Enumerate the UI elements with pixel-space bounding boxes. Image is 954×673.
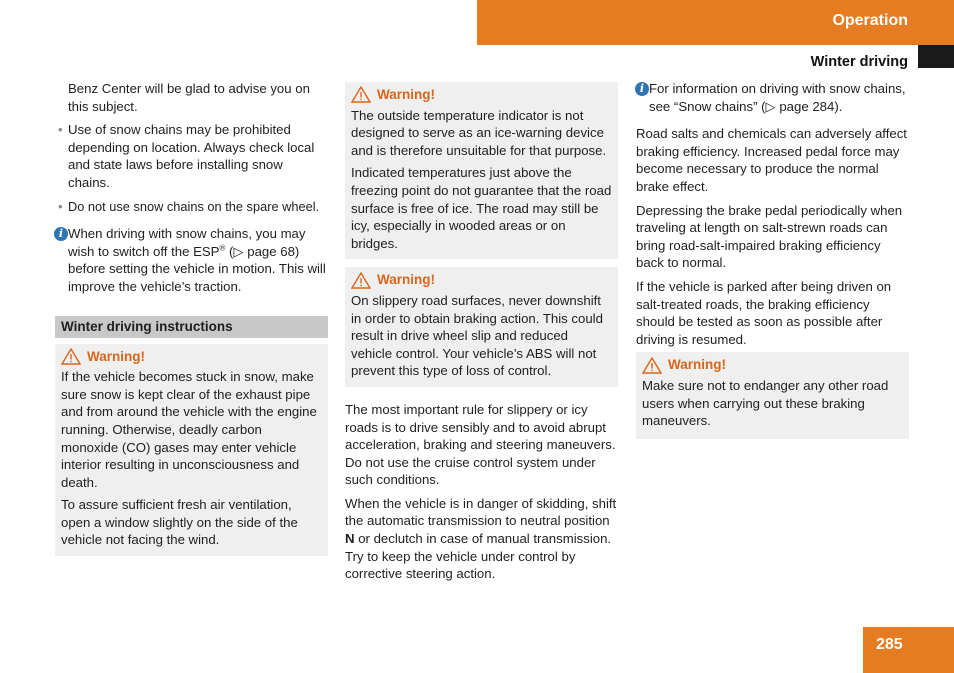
subsection-title: Winter driving xyxy=(810,54,908,70)
warning-label: Warning! xyxy=(377,87,435,102)
body-text: When the vehicle is in danger of skidding, shift the automatic transmission to neutral position N or declutch in case of manual transmission. Try to keep the vehicle under control by corrective steering action. xyxy=(345,495,617,582)
bullet-dot: • xyxy=(58,198,63,214)
warning-label: Warning! xyxy=(87,348,145,364)
body-text: Road salts and chemicals can adversely affect braking efficiency. Increased pedal force may become necessary to produce the normal brake effect. xyxy=(636,126,907,194)
page-number: 285 xyxy=(876,636,903,653)
list-item: • Do not use snow chains on the spare wheel. xyxy=(58,198,320,214)
column-3 xyxy=(636,80,909,447)
intro-text: Benz Center will be glad to advise you on this subject. xyxy=(68,81,310,114)
info-icon: i xyxy=(54,227,68,241)
warning-text: To assure sufficient fresh air ventilation, open a window slightly on the side of the vehicle not facing the wind. xyxy=(61,497,298,548)
section-heading: Winter driving instructions xyxy=(55,316,328,338)
page-number-box xyxy=(863,627,954,673)
warning-header xyxy=(642,356,903,374)
column-2 xyxy=(345,82,618,589)
bullet-dot: • xyxy=(58,122,63,138)
thumb-index-tab xyxy=(918,45,954,68)
warning-triangle-icon xyxy=(351,272,371,289)
info-icon: i xyxy=(635,82,649,96)
body-text: Depressing the brake pedal periodically when traveling at length on salt-strewn roads can bring road-salt-impaired braking efficiency back to normal. xyxy=(636,202,903,271)
list-item: • Use of snow chains may be prohibited depending on location. Always check local and state laws before installing snow chains. xyxy=(58,122,315,190)
warning-box xyxy=(345,82,618,259)
column-1 xyxy=(55,80,328,564)
warning-triangle-icon xyxy=(351,86,371,103)
body-text: The most important rule for slippery or icy roads is to drive sensibly and to avoid abrupt acceleration, braking and steering maneuvers. Do not use the cruise control system under such conditions. xyxy=(345,401,616,488)
section-header-bar xyxy=(477,0,954,45)
warning-text: The outside temperature indicator is not designed to serve as an ice-warning device and is therefore unsuitable for that purpose. xyxy=(351,107,607,158)
warning-triangle-icon xyxy=(642,357,662,374)
warning-label: Warning! xyxy=(377,272,435,288)
warning-label: Warning! xyxy=(668,357,726,373)
warning-box xyxy=(636,352,909,438)
warning-header xyxy=(351,86,612,104)
warning-header xyxy=(61,348,322,366)
warning-text: On slippery road surfaces, never downshift in order to obtain braking action. This could result in drive wheel slip and reduced vehicle control. Your vehicle’s ABS will not prevent this type of loss of control. xyxy=(351,292,603,379)
warning-box xyxy=(55,344,328,557)
warning-text: If the vehicle becomes stuck in snow, make sure snow is kept clear of the exhaust pipe and from around the vehicle with the engine running. Otherwise, deadly carbon monoxide (CO) gases may enter vehicle interior resulting in unconsciousness and death. xyxy=(61,369,317,490)
warning-text: Make sure not to endanger any other road users when carrying out these braking maneuvers. xyxy=(642,377,889,429)
body-text: If the vehicle is parked after being driven on salt-treated roads, the braking efficiency should be tested as soon as possible after driving is resumed. xyxy=(636,278,892,347)
warning-box xyxy=(345,267,618,387)
warning-header xyxy=(351,271,612,289)
warning-text: Indicated temperatures just above the freezing point do not guarantee that the road surface is free of ice. The road may still be icy, especially in wooded areas or on bridges. xyxy=(351,165,612,251)
warning-triangle-icon xyxy=(61,348,81,365)
section-title: Operation xyxy=(832,12,908,29)
info-note: i For information on driving with snow chains, see “Snow chains” (▷ page 284). xyxy=(636,80,909,115)
info-note: i When driving with snow chains, you may wish to switch off the ESP® (▷ page 68) before setting the vehicle in motion. This will improve the vehicle’s traction. xyxy=(55,225,328,295)
